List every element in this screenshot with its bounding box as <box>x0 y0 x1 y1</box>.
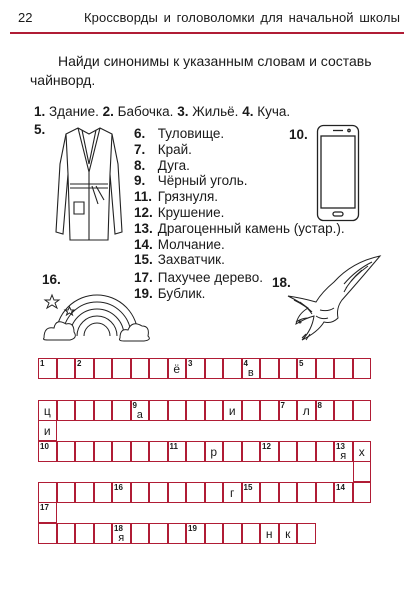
grid-cell[interactable] <box>242 441 261 462</box>
clue-number: 6. <box>134 126 146 141</box>
grid-cell[interactable] <box>353 461 372 482</box>
eagle-picture <box>272 252 384 344</box>
grid-cell[interactable] <box>242 523 261 544</box>
cell-number: 15 <box>243 483 253 492</box>
cell-number: 9 <box>132 401 137 410</box>
cell-number: 16 <box>114 483 123 492</box>
clue-number-10: 10. <box>289 127 308 142</box>
rainbow-picture <box>42 286 152 346</box>
cell-number: 18 <box>114 524 123 533</box>
cell-number: 2 <box>77 359 82 368</box>
clue-word: Пахучее дерево. <box>157 270 263 286</box>
cell-letter: х <box>358 445 365 459</box>
grid-cell[interactable] <box>353 400 372 421</box>
cell-number: 10 <box>40 442 49 451</box>
grid-cell[interactable] <box>112 482 131 503</box>
cell-number: 7 <box>280 401 285 410</box>
cell-letter: и <box>228 404 236 418</box>
task-text: Найди синонимы к указанным словам и составь чайнворд. <box>30 53 372 88</box>
grid-cell[interactable] <box>205 482 224 503</box>
grid-cell[interactable] <box>112 441 131 462</box>
cell-number: 12 <box>262 442 271 451</box>
grid-cell[interactable] <box>242 358 261 379</box>
grid-cell[interactable] <box>94 441 113 462</box>
clue-number: 14. <box>134 236 153 252</box>
grid-cell[interactable] <box>186 358 205 379</box>
grid-cell[interactable] <box>353 482 372 503</box>
grid-cell[interactable] <box>205 400 224 421</box>
grid-cell[interactable] <box>186 523 205 544</box>
grid-cell[interactable] <box>186 441 205 462</box>
grid-cell[interactable] <box>75 482 94 503</box>
clue-item <box>134 126 345 142</box>
clue-word: Молчание. <box>157 236 225 252</box>
cell-number: 1 <box>40 359 45 368</box>
grid-cell[interactable] <box>353 358 372 379</box>
grid-cell[interactable] <box>334 358 353 379</box>
grid-cell[interactable] <box>75 441 94 462</box>
grid-cell[interactable] <box>57 358 76 379</box>
grid-cell[interactable] <box>186 400 205 421</box>
clue-word: Драгоценный камень (устар.). <box>157 220 345 236</box>
grid-cell[interactable] <box>149 482 168 503</box>
grid-cell[interactable] <box>223 358 242 379</box>
grid-cell[interactable] <box>316 441 335 462</box>
grid-cell[interactable] <box>334 400 353 421</box>
grid-cell[interactable] <box>279 400 298 421</box>
clue-word: Бабочка. <box>117 104 174 119</box>
cell-letter: и <box>43 424 51 438</box>
grid-cell[interactable] <box>38 523 57 544</box>
cell-letter: ц <box>43 404 51 418</box>
cell-number: 4 <box>243 359 248 368</box>
clue-number: 17. <box>134 270 153 286</box>
clue-word: Грязнуля. <box>157 189 219 205</box>
clue-word: Бублик. <box>157 285 206 301</box>
grid-cell[interactable] <box>168 441 187 462</box>
cell-letter: в <box>247 367 254 379</box>
grid-cell[interactable] <box>334 441 353 462</box>
clue-row-1 <box>34 104 290 119</box>
grid-cell[interactable] <box>223 400 242 421</box>
clue-item <box>134 189 345 205</box>
grid-cell[interactable] <box>223 482 242 503</box>
grid-cell[interactable] <box>149 523 168 544</box>
cell-number: 8 <box>317 401 322 410</box>
clue-number: 3. <box>177 104 189 119</box>
clue-number: 1. <box>34 104 46 119</box>
clue-number: 8. <box>134 157 146 173</box>
clue-word: Куча. <box>257 104 291 119</box>
clue-number: 2. <box>102 104 114 119</box>
clue-word: Крушение. <box>157 204 225 220</box>
clue-word: Чёрный уголь. <box>157 173 248 189</box>
grid-cell[interactable] <box>57 523 76 544</box>
clue-number: 4. <box>242 104 254 119</box>
grid-cell[interactable] <box>38 358 57 379</box>
cell-letter: г <box>230 486 235 500</box>
grid-cell[interactable] <box>75 358 94 379</box>
clue-item <box>134 205 345 221</box>
book-title: Кроссворды и головоломки для начальной школы <box>84 10 401 25</box>
clue-item <box>134 237 345 253</box>
page-number: 22 <box>18 10 33 25</box>
clue-number-16: 16. <box>42 272 61 287</box>
cell-letter: а <box>136 409 143 421</box>
grid-cell[interactable] <box>149 441 168 462</box>
grid-cell[interactable] <box>38 502 57 523</box>
grid-cell[interactable] <box>94 400 113 421</box>
grid-cell[interactable] <box>223 523 242 544</box>
grid-cell[interactable] <box>297 358 316 379</box>
clue-item <box>134 173 345 189</box>
grid-cell[interactable] <box>260 482 279 503</box>
grid-cell[interactable] <box>38 420 57 441</box>
cell-letter: н <box>265 527 273 541</box>
bathrobe-picture <box>52 124 126 244</box>
grid-cell[interactable] <box>260 441 279 462</box>
grid-cell[interactable] <box>297 441 316 462</box>
grid-cell[interactable] <box>353 441 372 462</box>
grid-cell[interactable] <box>316 400 335 421</box>
grid-cell[interactable] <box>168 400 187 421</box>
grid-cell[interactable] <box>131 482 150 503</box>
grid-cell[interactable] <box>260 523 279 544</box>
clue-number-18: 18. <box>272 275 291 290</box>
clue-number: 9. <box>134 173 146 189</box>
grid-cell[interactable] <box>316 482 335 503</box>
clue-word: Дуга. <box>157 157 190 173</box>
cell-letter: к <box>285 527 291 541</box>
phone-picture <box>316 124 360 222</box>
grid-cell[interactable] <box>297 482 316 503</box>
grid-cell[interactable] <box>75 523 94 544</box>
grid-cell[interactable] <box>38 482 57 503</box>
grid-cell[interactable] <box>131 523 150 544</box>
grid-cell[interactable] <box>279 482 298 503</box>
cell-letter: р <box>210 445 218 459</box>
header-rule <box>10 32 404 34</box>
cell-number: 11 <box>169 442 178 451</box>
clue-number: 7. <box>134 141 146 157</box>
grid-cell[interactable] <box>112 400 131 421</box>
grid-cell[interactable] <box>186 482 205 503</box>
clue-number: 12. <box>134 204 153 220</box>
cell-number: 3 <box>188 359 193 368</box>
grid-cell[interactable] <box>149 400 168 421</box>
grid-cell[interactable] <box>205 358 224 379</box>
grid-cell[interactable] <box>131 358 150 379</box>
cell-letter: ё <box>173 362 181 376</box>
clue-item <box>134 158 345 174</box>
clue-word: Жильё. <box>192 104 239 119</box>
grid-cell[interactable] <box>297 523 316 544</box>
grid-cell[interactable] <box>57 441 76 462</box>
clue-number: 13. <box>134 220 153 236</box>
clue-number: 19. <box>134 285 153 301</box>
grid-cell[interactable] <box>168 358 187 379</box>
grid-cell[interactable] <box>334 482 353 503</box>
grid-cell[interactable] <box>223 441 242 462</box>
cell-number: 14 <box>336 483 345 492</box>
grid-cell[interactable] <box>149 358 168 379</box>
grid-cell[interactable] <box>168 482 187 503</box>
cell-letter: я <box>340 450 347 462</box>
grid-cell[interactable] <box>75 400 94 421</box>
grid-cell[interactable] <box>279 441 298 462</box>
grid-cell[interactable] <box>94 482 113 503</box>
clue-word: Туловище. <box>157 126 225 141</box>
grid-cell[interactable] <box>57 400 76 421</box>
grid-cell[interactable] <box>279 523 298 544</box>
cell-number: 5 <box>299 359 304 368</box>
grid-cell[interactable] <box>242 482 261 503</box>
grid-cell[interactable] <box>297 400 316 421</box>
cell-number: 13 <box>336 442 345 451</box>
grid-cell[interactable] <box>94 523 113 544</box>
clue-word: Захватчик. <box>157 252 225 268</box>
clue-number-5: 5. <box>34 122 46 137</box>
cell-letter: я <box>118 532 125 544</box>
cell-letter: л <box>302 404 310 418</box>
clue-number: 15. <box>134 252 153 268</box>
grid-cell[interactable] <box>242 400 261 421</box>
grid-cell[interactable] <box>94 358 113 379</box>
cell-number: 19 <box>188 524 197 533</box>
clue-item <box>134 221 345 237</box>
grid-cell[interactable] <box>260 358 279 379</box>
grid-cell[interactable] <box>38 400 57 421</box>
grid-cell[interactable] <box>112 523 131 544</box>
clue-number: 11. <box>134 189 153 205</box>
grid-cell[interactable] <box>131 441 150 462</box>
grid-cell[interactable] <box>131 400 150 421</box>
grid-cell[interactable] <box>112 358 131 379</box>
clue-word: Край. <box>157 141 192 157</box>
grid-cell[interactable] <box>57 482 76 503</box>
grid-cell[interactable] <box>260 400 279 421</box>
cell-number: 17 <box>40 503 49 512</box>
grid-cell[interactable] <box>205 441 224 462</box>
grid-cell[interactable] <box>38 441 57 462</box>
grid-cell[interactable] <box>316 358 335 379</box>
grid-cell[interactable] <box>205 523 224 544</box>
grid-cell[interactable] <box>168 523 187 544</box>
clue-word: Здание. <box>49 104 99 119</box>
clue-item <box>134 142 345 158</box>
grid-cell[interactable] <box>279 358 298 379</box>
